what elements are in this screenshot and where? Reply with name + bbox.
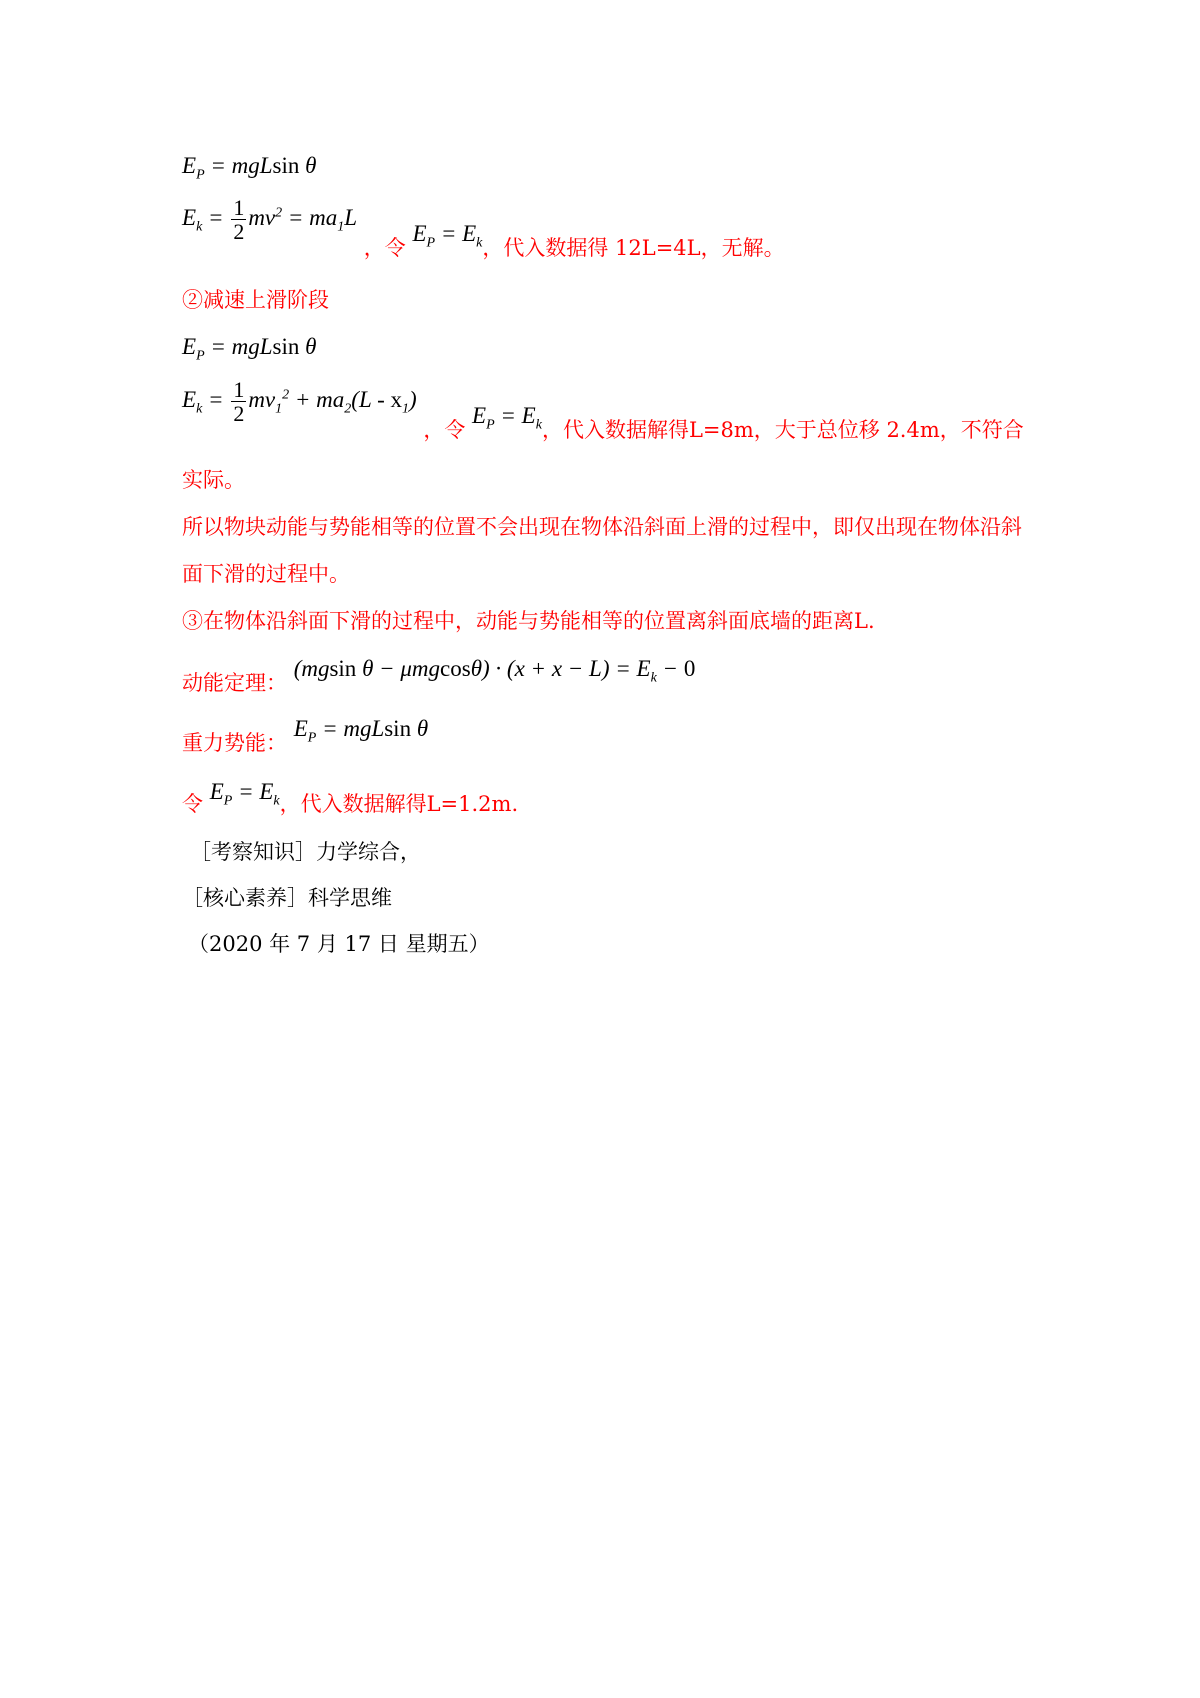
kinetic-theorem-row: [182, 655, 696, 695]
eq-kinetic-theorem: (mgsin $\theta - \mu mgcos\theta) \cdot (x + x - L) = E_k - 0$: [293, 656, 696, 686]
text-date: （2020 年 7 月 17 日 星期五）: [188, 932, 490, 956]
label-gravity-potential: 重力势能：: [182, 731, 287, 755]
eq-ep-eq-ek-2: $E_P = E_k$: [472, 403, 542, 433]
text-result-3: ，代入数据解得L=1.2m.: [279, 792, 519, 816]
text-result-2: ，代入数据解得L=8m，大于总位移 2.4m，不符合: [541, 418, 1024, 442]
gravity-potential-row: [182, 715, 429, 755]
text-actual: 实际。: [182, 468, 245, 492]
equation-kinetic-energy-row: [182, 195, 785, 260]
final-answer-row: [182, 778, 519, 816]
eq-ep-2: $E_P = mgLsin$ θ: [182, 334, 317, 364]
text-step-3: ③在物体沿斜面下滑的过程中，动能与势能相等的位置离斜面底墙的距离L.: [182, 609, 875, 633]
heading-decel-stage: ②减速上滑阶段: [182, 288, 329, 312]
label-kinetic-theorem: 动能定理：: [182, 671, 287, 695]
eq-ep-1: $E_P = mgLsin$ θ: [182, 153, 317, 183]
text-ling-2: ，令: [423, 418, 466, 442]
text-ling-3: 令: [182, 792, 203, 816]
text-knowledge-tag: ［考察知识］力学综合，: [190, 840, 421, 864]
equation-potential-energy-2: [182, 333, 316, 365]
text-result-1: ，代入数据得 12L=4L，无解。: [482, 236, 785, 260]
eq-ep-eq-ek-1: $E_P = E_k$: [412, 221, 483, 251]
text-conclusion-2: 面下滑的过程中。: [182, 562, 350, 586]
eq-ep-3: $E_P = mgLsin$ θ: [293, 716, 429, 746]
equation-potential-energy: [182, 152, 316, 184]
eq-ek-1: $E_k$ = $\frac{1}{2}$ $mv^2 = ma_1L$: [182, 195, 358, 245]
eq-ep-eq-ek-3: $E_P = E_k$: [209, 779, 280, 809]
text-core-literacy-tag: ［核心素养］科学思维: [182, 886, 392, 910]
text-ling-1: ，令: [363, 236, 406, 260]
text-conclusion-1: 所以物块动能与势能相等的位置不会出现在物体沿斜面上滑的过程中，即仅出现在物体沿斜: [182, 515, 1022, 539]
equation-kinetic-energy-row-2: [182, 377, 1024, 442]
eq-ek-2: $E_k$ = $\frac{1}{2}$ $mv_1^2 + ma_2(L - x_1)$: [182, 377, 417, 427]
